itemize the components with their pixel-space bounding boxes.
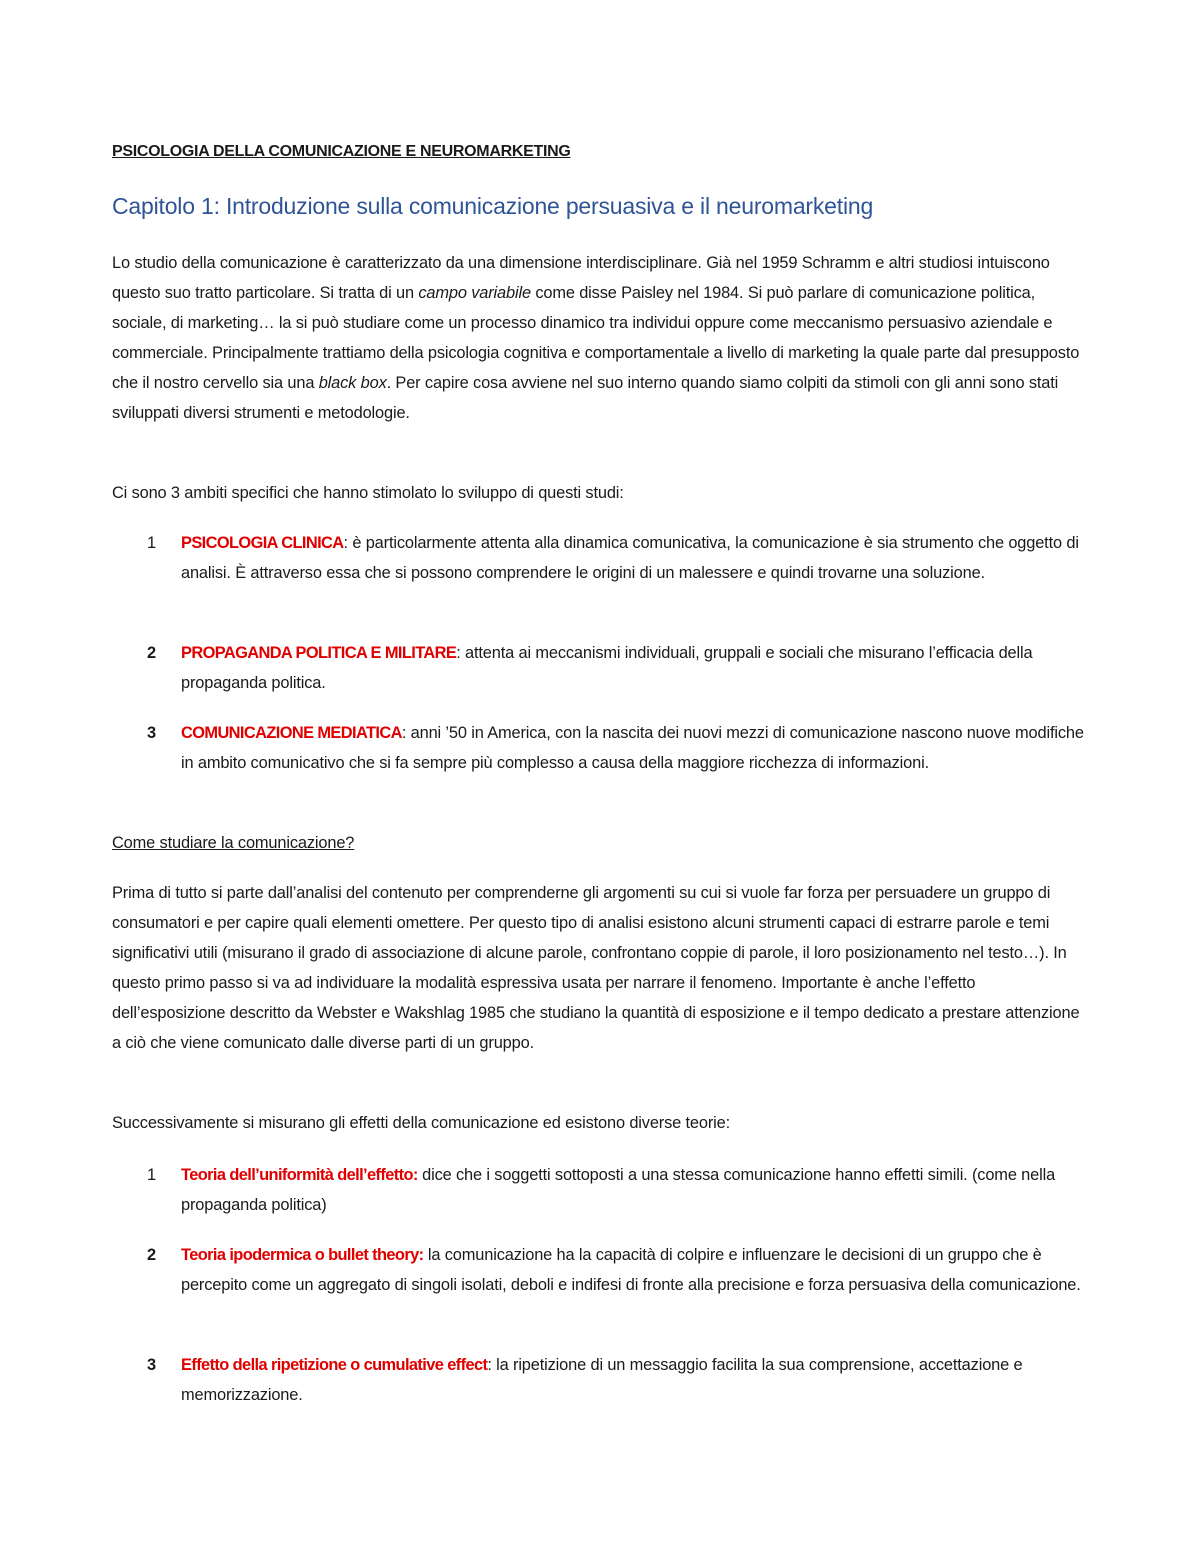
ambiti-item	[112, 638, 1092, 698]
teorie-list-3	[112, 1350, 1092, 1410]
ambito-term: COMUNICAZIONE MEDIATICA	[181, 724, 402, 742]
teoria-term: Teoria dell’uniformità dell’effetto:	[181, 1166, 418, 1184]
ambiti-list-3	[112, 718, 1092, 778]
ambiti-list	[112, 528, 1092, 588]
effects-intro: Successivamente si misurano gli effetti della comunicazione ed esistono diverse teorie:	[112, 1114, 731, 1132]
teoria-item	[112, 1160, 1092, 1220]
intro-text-3: . Per capire cosa avviene nel suo interno quando siamo colpiti da stimoli con gli anni sono stati sviluppati diversi strumenti e metodologie.	[112, 374, 1059, 422]
teoria-term: Effetto della ripetizione o cumulative effect	[181, 1356, 488, 1374]
list-number: 3	[147, 1356, 156, 1374]
ambito-term: PROPAGANDA POLITICA E MILITARE	[181, 644, 457, 662]
intro-paragraph	[112, 248, 1092, 428]
chapter-heading: Capitolo 1: Introduzione sulla comunicazione persuasiva e il neuromarketing	[112, 193, 874, 219]
ambiti-item	[112, 528, 1092, 588]
ambiti-intro	[112, 478, 1092, 508]
teoria-description: dice che i soggetti sottoposti a una stessa comunicazione hanno effetti simili. (come nella propaganda politica)	[181, 1166, 1056, 1214]
intro-italic-2: black box	[318, 374, 387, 392]
ambiti-intro-text: Ci sono 3 ambiti specifici che hanno stimolato lo sviluppo di questi studi:	[112, 484, 624, 502]
ambito-description: : attenta ai meccanismi individuali, gruppali e sociali che misurano l’efficacia della propaganda politica.	[181, 644, 1033, 692]
list-number: 3	[147, 724, 156, 742]
teoria-item	[112, 1240, 1092, 1300]
study-paragraph-block	[112, 878, 1092, 1058]
teoria-item	[112, 1350, 1092, 1410]
list-number: 1	[147, 1166, 156, 1184]
intro-text-2: come disse Paisley nel 1984. Si può parlare di comunicazione politica, sociale, di marketing… la si può studiare come un processo dinamico tra individui oppure come meccanismo persuasivo aziendale e commerciale. Principalmente trattiamo della psicologia cognitiva e comportamentale a livello di marketing la quale parte dal presupposto che il nostro cervello sia una	[112, 284, 1080, 392]
effects-intro-block	[112, 1108, 1092, 1138]
teoria-term: Teoria ipodermica o bullet theory:	[181, 1246, 424, 1264]
list-number: 1	[147, 534, 156, 552]
list-number: 2	[147, 1246, 156, 1264]
document-title: PSICOLOGIA DELLA COMUNICAZIONE E NEUROMARKETING	[112, 143, 571, 160]
study-heading: Come studiare la comunicazione?	[112, 834, 355, 852]
ambito-description: : anni ’50 in America, con la nascita dei nuovi mezzi di comunicazione nascono nuove modifiche in ambito comunicativo che si fa sempre più complesso a causa della maggiore ricchezza di informazioni.	[181, 724, 1084, 772]
ambiti-list-2	[112, 638, 1092, 698]
list-number: 2	[147, 644, 156, 662]
study-paragraph: Prima di tutto si parte dall’analisi del contenuto per comprenderne gli argomenti su cui si vuole far forza per persuadere un gruppo di consumatori e per capire quali elementi omettere. Per questo tipo di analisi esistono alcuni strumenti capaci di estrarre parole e temi significativi utili (misurano il grado di associazione di alcune parole, confrontano coppie di parole, il loro posizionamento nel testo…). In questo primo passo si va ad individuare la modalità espressiva usata per narrare il fenomeno. Importante è anche l’effetto dell’esposizione descritto da Webster e Wakshlag 1985 che studiano la quantità di esposizione e il tempo dedicato a prestare attenzione a ciò che viene comunicato dalle diverse parti di un gruppo.	[112, 884, 1080, 1052]
teoria-description: : la ripetizione di un messaggio facilita la sua comprensione, accettazione e memorizzazione.	[181, 1356, 1023, 1404]
intro-text-1: Lo studio della comunicazione è caratterizzato da una dimensione interdisciplinare. Già nel 1959 Schramm e altri studiosi intuiscono questo suo tratto particolare. Si tratta di un	[112, 254, 1050, 302]
ambiti-item	[112, 718, 1092, 778]
ambito-term: PSICOLOGIA CLINICA	[181, 534, 344, 552]
ambito-description: : è particolarmente attenta alla dinamica comunicativa, la comunicazione è sia strumento che oggetto di analisi. È attraverso essa che si possono comprendere le origini di un malessere e quindi trovarne una soluzione.	[181, 534, 1079, 582]
teoria-description: la comunicazione ha la capacità di colpire e influenzare le decisioni di un gruppo che è percepito come un aggregato di singoli isolati, deboli e indifesi di fronte alla precisione e forza persuasiva della comunicazione.	[181, 1246, 1081, 1294]
study-heading-block	[112, 828, 1092, 858]
teorie-list-2	[112, 1240, 1092, 1300]
intro-italic-1: campo variabile	[418, 284, 531, 302]
teorie-list	[112, 1160, 1092, 1220]
